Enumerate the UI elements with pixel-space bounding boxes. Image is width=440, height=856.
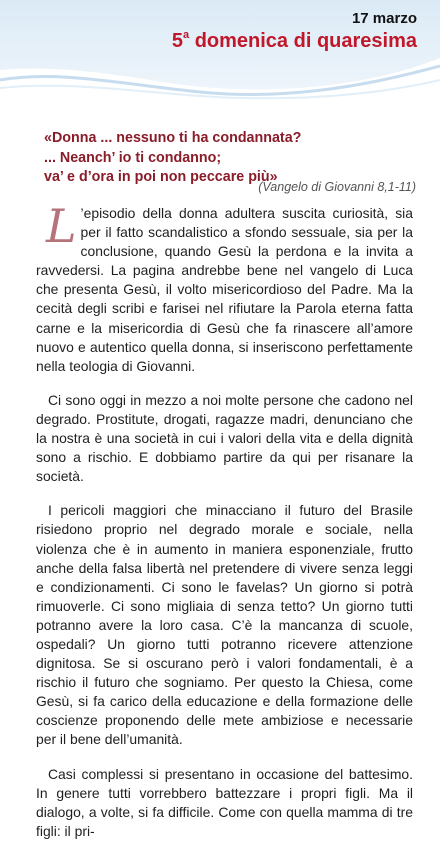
title-number: 5 bbox=[171, 30, 184, 52]
paragraph-4: Casi complessi si presentano in occasione del battesimo. In genere tutti vorrebbero battezzare i propri figli. Ma il dialogo, a volte, si fa difficile. Come con quella mamma di tre figli: il pri- bbox=[36, 765, 413, 839]
paragraph-1-text: ’episodio della donna adultera suscita curiosità, sia per il fatto scandalistico a sfondo sessuale, sia per la conclusione, quando Gesù la perdona e la invita a ravvedersi. La pagina andrebbe bene nel vangelo di Luca che presenta Gesù, il volto misericordioso del Padre. Ma la cecità degli scribi e farisei nel rifiutare la Parola eterna fatta carne e la misericordia di Gesù che fa rinascere all’amore nuovo e autentico quella donna, si inseriscono perfettamente nella teologia di Giovanni. bbox=[36, 205, 413, 374]
quote-line-3: va’ e d’ora in poi non peccare più» bbox=[44, 169, 278, 185]
paragraph-3: I pericoli maggiori che minacciano il futuro del Brasile risiedono proprio nel degrado morale e sociale, nella violenza che è in aumento in maniera esponenziale, frutto anche della falsa libertà nel pretendere di vivere senza leggi e condizionamenti. Ci sono le favelas? Un giorno si potrà rimuoverle. Ci sono migliaia di senza tetto? Un giorno tutti potranno avere la loro casa. C’è la mancanza di scuole, ospedali? Un giorno tutti potranno ricevere attenzione dignitosa. Se si oscurano però i valori fondamentali, è a rischio il futuro che sogniamo. Per questo la Chiesa, come Gesù, si fa carico della educazione e della formazione delle coscienze proponendo delle mete ambiziose e necessarie per il bene dell’umanità. bbox=[36, 502, 413, 748]
header-banner bbox=[0, 0, 440, 100]
drop-cap: L bbox=[46, 199, 77, 253]
quote-source: (Vangelo di Giovanni 8,1-11) bbox=[258, 180, 416, 194]
article-body bbox=[36, 199, 413, 856]
gospel-quote bbox=[44, 129, 414, 188]
quote-line-2: ... Neanch’ io ti condanno; bbox=[44, 149, 222, 166]
paragraph-2: Ci sono oggi in mezzo a noi molte persone che cadono nel degrado. Prostitute, drogati, ragazze madri, denunciano che la nostra è una società in cui i valori della vita e della dignità sono a rischio. E dobbiamo partire da qui per risanare la società. bbox=[36, 391, 413, 485]
title-text: domenica di quaresima bbox=[189, 30, 417, 52]
date-label: 17 marzo bbox=[351, 10, 417, 27]
page-title bbox=[172, 30, 417, 53]
paragraph-1 bbox=[36, 199, 413, 376]
quote-line-1: «Donna ... nessuno ti ha condannata? bbox=[44, 130, 302, 146]
title-superscript: a bbox=[183, 29, 190, 41]
